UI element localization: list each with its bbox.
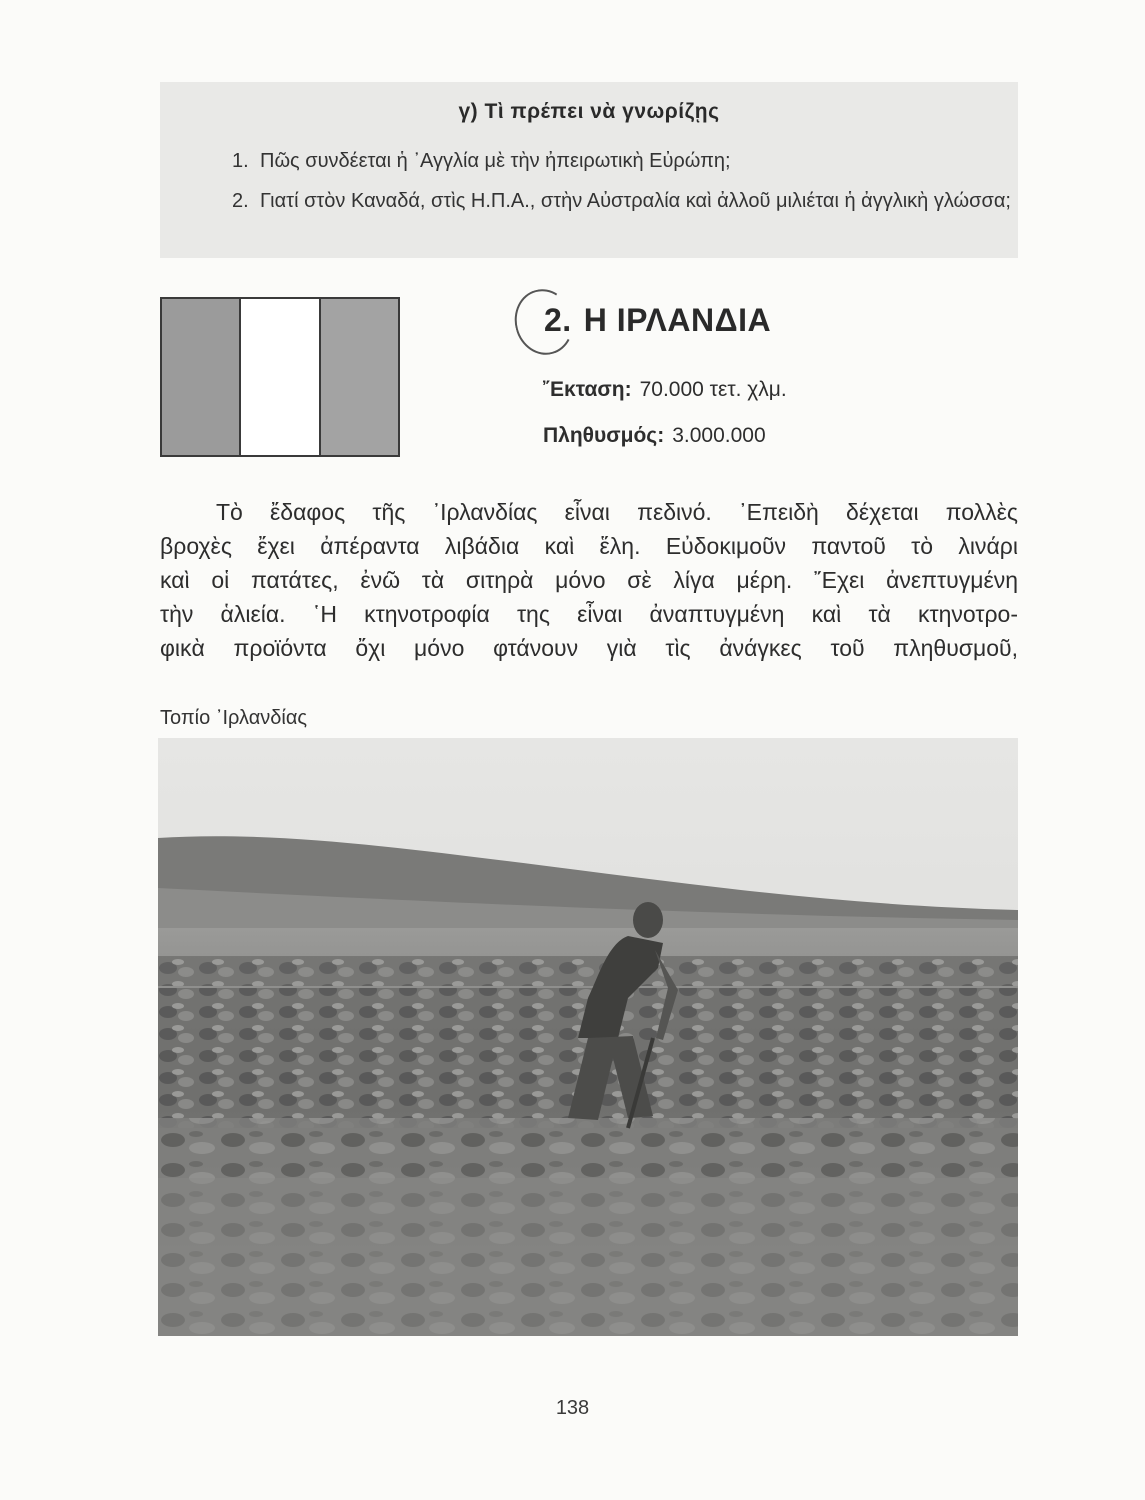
landscape-photo xyxy=(158,738,1018,1336)
population-label: Πληθυσμός: xyxy=(543,424,665,447)
section-title-text: Η ΙΡΛΑΝΔΙΑ xyxy=(583,302,772,338)
question-text: Γιατί στὸν Καναδά, στὶς Η.Π.Α., στὴν Αὐστραλία καὶ ἀλλοῦ μιλιέται ἡ ἀγγλικὴ γλώσσα; xyxy=(260,190,1011,212)
questions-heading: γ) Τὶ πρέπει νὰ γνωρίζῃς xyxy=(458,100,720,123)
section-number: 2. xyxy=(544,302,572,338)
population-value: 3.000.000 xyxy=(672,424,766,447)
ireland-flag-illustration xyxy=(160,297,400,457)
population-stat xyxy=(543,424,766,448)
body-line: βροχὲς ἔχει ἀπέραντα λιβάδια καὶ ἕλη. Εὐδοκιμοῦν παντοῦ τὸ λινάρι xyxy=(160,533,1018,559)
body-paragraph xyxy=(160,495,1018,665)
area-value: 70.000 τετ. χλμ. xyxy=(639,378,787,401)
body-line: καὶ οἱ πατάτες, ἐνῶ τὰ σιτηρὰ μόνο σὲ λίγα μέρη. ῎Εχει ἀνεπτυγμένη xyxy=(160,567,1018,593)
body-line: τὴν ἁλιεία. ῾Η κτηνοτροφία της εἶναι ἀναπτυγμένη καὶ τὰ κτηνοτρο- xyxy=(160,601,1018,627)
question-text: Πῶς συνδέεται ἡ ᾽Αγγλία μὲ τὴν ἠπειρωτικὴ Εὐρώπη; xyxy=(260,150,731,172)
photo-caption: Τοπίο ᾽Ιρλανδίας xyxy=(160,707,308,729)
section-title xyxy=(544,302,771,339)
area-stat xyxy=(543,378,787,402)
area-label: ῎Εκταση: xyxy=(543,378,632,401)
flag-stripe-right xyxy=(319,299,398,455)
questions-box xyxy=(160,82,1018,258)
flag-stripe-left xyxy=(162,299,241,455)
page-number: 138 xyxy=(555,1397,590,1419)
flag-stripe-middle xyxy=(241,299,318,455)
question-number: 2. xyxy=(232,190,249,212)
body-line: φικὰ προϊόντα ὄχι μόνο φτάνουν γιὰ τὶς ἀνάγκες τοῦ πληθυσμοῦ, xyxy=(160,635,1018,661)
body-line: Τὸ ἔδαφος τῆς ᾽Ιρλανδίας εἶναι πεδινό. ᾽Επειδὴ δέχεται πολλὲς xyxy=(216,499,1018,525)
photo-illustration xyxy=(158,738,1018,1336)
question-number: 1. xyxy=(232,150,249,172)
